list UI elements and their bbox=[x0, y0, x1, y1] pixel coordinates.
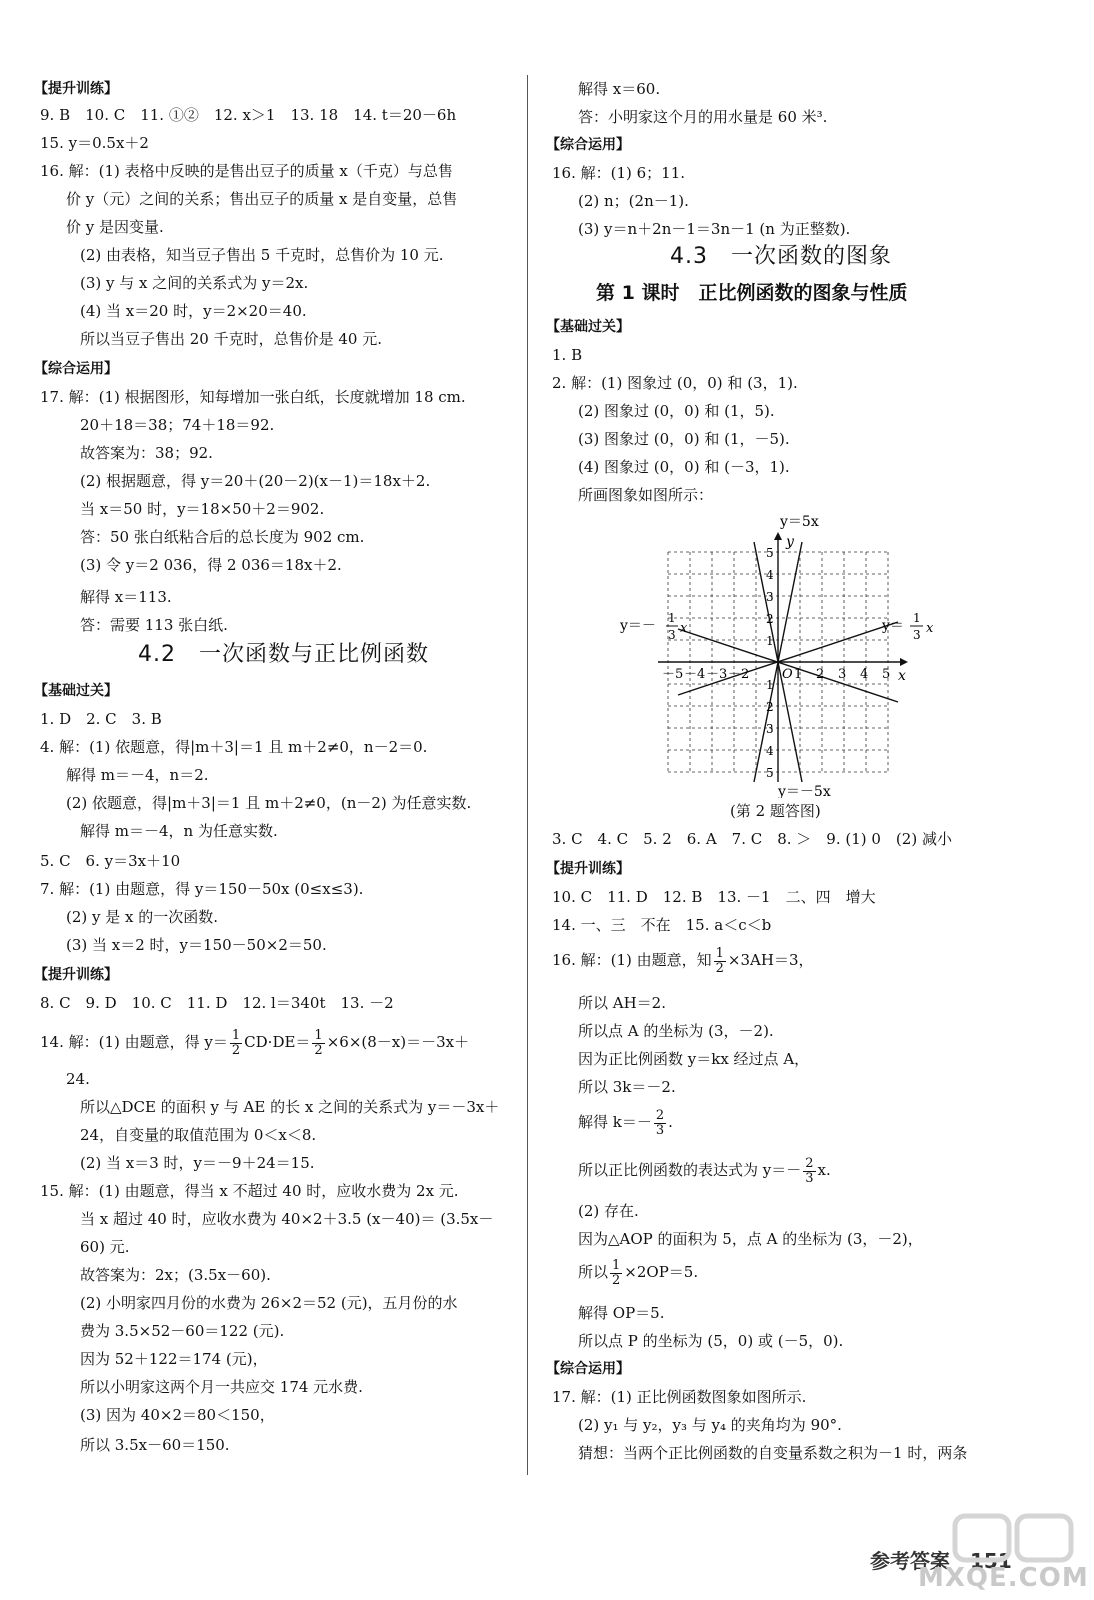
y-tick-label: 4 bbox=[766, 744, 774, 758]
answer-line: 15. 解：(1) 由题意，得当 x 不超过 40 时，应收水费为 2x 元. bbox=[40, 1182, 459, 1200]
label-y-5x: y＝5x bbox=[780, 514, 819, 530]
answer-line: 20＋18＝38；74＋18＝92. bbox=[80, 416, 275, 434]
answer-text: x. bbox=[817, 1161, 831, 1179]
answer-line: 故答案为：38；92. bbox=[80, 444, 213, 462]
answer-line: 所以△DCE 的面积 y 与 AE 的长 x 之间的关系式为 y＝－3x＋ bbox=[80, 1098, 500, 1116]
answer-text: ×3AH＝3， bbox=[727, 951, 814, 969]
answer-line: 7. 解：(1) 由题意，得 y＝150－50x (0≤x≤3). bbox=[40, 880, 364, 898]
answer-line: 1. D 2. C 3. B bbox=[40, 710, 162, 728]
section-header: 【基础过关】 bbox=[546, 319, 630, 335]
answer-line: 16. 解：(1) 表格中反映的是售出豆子的质量 x（千克）与总售 bbox=[40, 162, 453, 180]
x-tick-label: －3 bbox=[706, 667, 728, 682]
origin-label: O bbox=[782, 667, 793, 682]
answer-line: (2) 由表格，知当豆子售出 5 千克时，总售价为 10 元. bbox=[80, 246, 444, 264]
fraction-denominator: 3 bbox=[655, 1122, 665, 1138]
watermark-text: MXQE.COM bbox=[918, 1563, 1089, 1593]
label-y-third-x-var: x bbox=[926, 621, 934, 636]
answer-line: (3) 令 y＝2 036，得 2 036＝18x＋2. bbox=[80, 556, 342, 574]
answer-line: (2) y 是 x 的一次函数. bbox=[66, 908, 219, 926]
answer-line: 猜想：当两个正比例函数的自变量系数之积为－1 时，两条 bbox=[578, 1444, 968, 1462]
fraction-denominator: 2 bbox=[314, 1042, 323, 1058]
answer-line: 故答案为：2x；(3.5x－60). bbox=[80, 1266, 271, 1284]
answer-line: 当 x 超过 40 时，应收水费为 40×2＋3.5 (x－40)＝ (3.5x－ bbox=[80, 1210, 494, 1228]
answer-line: (3) 图象过 (0，0) 和 (1，－5). bbox=[578, 430, 790, 448]
fraction bbox=[803, 1157, 815, 1186]
x-tick-label: 1 bbox=[794, 667, 803, 682]
fraction-numerator: 1 bbox=[715, 945, 724, 961]
x-tick-label: 5 bbox=[882, 667, 891, 682]
y-axis-label: y bbox=[786, 534, 794, 550]
answer-text: ×6×(8－x)＝－3x＋ bbox=[326, 1033, 470, 1051]
fraction-numerator: 1 bbox=[231, 1027, 241, 1043]
answer-text: 14. 解：(1) 由题意，得 y＝ bbox=[40, 1033, 228, 1051]
section-title-4-2: 4.2 一次函数与正比例函数 bbox=[138, 642, 429, 667]
fraction-denominator: 2 bbox=[612, 1272, 621, 1288]
page-footer: 参考答案 151 bbox=[870, 1549, 1012, 1573]
answer-line: 5. C 6. y＝3x＋10 bbox=[40, 852, 181, 870]
answer-line: 4. 解：(1) 依题意，得|m＋3|＝1 且 m＋2≠0，n－2＝0. bbox=[40, 738, 428, 756]
answer-line: (2) n；(2n－1). bbox=[578, 192, 689, 210]
answer-line: (2) 小明家四月份的水费为 26×2＝52 (元)，五月份的水 bbox=[80, 1294, 458, 1312]
answer-line: 8. C 9. D 10. C 11. D 12. l＝340t 13. －2 bbox=[40, 994, 394, 1012]
section-header: 【提升训练】 bbox=[546, 861, 630, 877]
answer-line: 解得 m＝－4，n 为任意实数. bbox=[80, 822, 278, 840]
fraction-numerator: 2 bbox=[805, 1155, 814, 1171]
answer-line: 解得 x＝60. bbox=[578, 80, 661, 98]
section-header: 【提升训练】 bbox=[34, 967, 118, 983]
y-tick-label: 3 bbox=[766, 722, 774, 736]
section-header: 【综合运用】 bbox=[546, 137, 630, 153]
x-axis-arrow bbox=[900, 658, 908, 666]
answer-line: 60) 元. bbox=[80, 1238, 130, 1256]
label-y-neg-5x: y＝－5x bbox=[778, 784, 831, 798]
x-tick-label: －2 bbox=[728, 667, 750, 682]
answer-line: (2) 存在. bbox=[578, 1202, 639, 1220]
proportional-function-graph bbox=[610, 508, 970, 798]
fraction bbox=[714, 947, 726, 976]
answer-line: 答：50 张白纸粘合后的总长度为 902 cm. bbox=[80, 528, 365, 546]
answer-line: 价 y 是因变量. bbox=[66, 218, 164, 236]
answer-line: 答：需要 113 张白纸. bbox=[80, 616, 228, 634]
answer-line: 17. 解：(1) 根据图形，知每增加一张白纸，长度就增加 18 cm. bbox=[40, 388, 466, 406]
answer-line: 16. 解：(1) 6；11. bbox=[552, 164, 686, 182]
label-y-third-x-den: 3 bbox=[913, 628, 921, 642]
y-tick-label: 2 bbox=[766, 700, 774, 714]
section-header: 【综合运用】 bbox=[34, 361, 118, 377]
section-header: 【提升训练】 bbox=[34, 81, 118, 97]
fraction-numerator: 1 bbox=[314, 1027, 323, 1043]
answer-line: 2. 解：(1) 图象过 (0，0) 和 (3，1). bbox=[552, 374, 798, 392]
answer-line: 当 x＝50 时，y＝18×50＋2＝902. bbox=[80, 500, 325, 518]
answer-line: (2) 根据题意，得 y＝20＋(20－2)(x－1)＝18x＋2. bbox=[80, 472, 431, 490]
label-y-neg-third-x-var: x bbox=[680, 621, 688, 636]
answer-line: (2) 当 x＝3 时，y＝－9＋24＝15. bbox=[80, 1154, 315, 1172]
y-tick-label: 1 bbox=[766, 634, 774, 648]
label-y-third-x-prefix: y＝ bbox=[882, 618, 904, 634]
fraction-numerator: 2 bbox=[655, 1107, 665, 1123]
x-tick-label: －4 bbox=[684, 667, 706, 682]
answer-line: 所以 AH＝2. bbox=[578, 994, 666, 1012]
answer-text: 解得 k＝－ bbox=[578, 1113, 652, 1131]
answer-line: 3. C 4. C 5. 2 6. A 7. C 8. ＞ 9. (1) 0 (2) 减小 bbox=[552, 830, 952, 848]
answer-line: 24，自变量的取值范围为 0＜x＜8. bbox=[80, 1126, 317, 1144]
x-tick-label: 2 bbox=[816, 667, 825, 682]
answer-line-fraction bbox=[578, 1252, 698, 1292]
answer-line: 所画图象如图所示： bbox=[578, 486, 714, 504]
section-title-4-3: 4.3 一次函数的图象 bbox=[670, 244, 892, 269]
answer-line: 17. 解：(1) 正比例函数图象如图所示. bbox=[552, 1388, 807, 1406]
y-tick-label: 3 bbox=[766, 590, 774, 604]
answer-line: 15. y＝0.5x＋2 bbox=[40, 134, 149, 152]
answer-line: (4) 图象过 (0，0) 和 (－3，1). bbox=[578, 458, 790, 476]
answer-line: 解得 x＝113. bbox=[80, 588, 172, 606]
fraction-denominator: 2 bbox=[715, 960, 724, 976]
answer-line: 因为△AOP 的面积为 5，点 A 的坐标为 (3，－2)， bbox=[578, 1230, 923, 1248]
answer-line: 所以小明家这两个月一共应交 174 元水费. bbox=[80, 1378, 363, 1396]
x-tick-label: 4 bbox=[860, 667, 869, 682]
answer-line-fraction bbox=[552, 940, 814, 980]
fraction bbox=[312, 1029, 324, 1058]
answer-line: 答：小明家这个月的用水量是 60 米³. bbox=[578, 108, 828, 126]
answer-line: (3) y＝n＋2n－1＝3n－1 (n 为正整数). bbox=[578, 220, 851, 238]
label-y-neg-third-x-num: 1 bbox=[668, 611, 676, 625]
fraction bbox=[654, 1109, 666, 1138]
section-header: 【综合运用】 bbox=[546, 1361, 630, 1377]
fraction-denominator: 2 bbox=[231, 1042, 241, 1058]
x-tick-label: －5 bbox=[662, 667, 684, 682]
fraction-numerator: 1 bbox=[612, 1257, 621, 1273]
lesson-subtitle: 第 1 课时 正比例函数的图象与性质 bbox=[596, 282, 908, 304]
y-tick-label: 5 bbox=[766, 546, 774, 560]
column-divider bbox=[527, 75, 528, 1475]
answer-line: 解得 m＝－4，n＝2. bbox=[66, 766, 209, 784]
answer-line: 1. B bbox=[552, 346, 583, 364]
answer-line-fraction bbox=[40, 1022, 469, 1062]
watermark-box bbox=[1017, 1516, 1071, 1560]
answer-line: 价 y（元）之间的关系；售出豆子的质量 x 是自变量，总售 bbox=[66, 190, 458, 208]
answer-text: CD·DE＝ bbox=[244, 1033, 311, 1051]
fraction-denominator: 3 bbox=[805, 1170, 814, 1186]
answer-line: 14. 一、三 不在 15. a＜c＜b bbox=[552, 916, 772, 934]
answer-line: (2) 依题意，得|m＋3|＝1 且 m＋2≠0，(n－2) 为任意实数. bbox=[66, 794, 472, 812]
label-y-neg-third-x-den: 3 bbox=[668, 628, 676, 642]
answer-line: (3) y 与 x 之间的关系式为 y＝2x. bbox=[80, 274, 309, 292]
answer-line: (4) 当 x＝20 时，y＝2×20＝40. bbox=[80, 302, 307, 320]
answer-line: 10. C 11. D 12. B 13. －1 二、四 增大 bbox=[552, 888, 876, 906]
y-tick-label: 4 bbox=[766, 568, 774, 582]
watermark-box bbox=[955, 1516, 1009, 1560]
answer-line: 费为 3.5×52－60＝122 (元). bbox=[80, 1322, 285, 1340]
answer-line: 9. B 10. C 11. ①② 12. x＞1 13. 18 14. t＝20－6h bbox=[40, 106, 457, 124]
y-tick-label: 1 bbox=[766, 678, 774, 692]
label-y-third-x-num: 1 bbox=[913, 611, 921, 625]
y-axis-arrow bbox=[774, 532, 782, 540]
x-tick-label: 3 bbox=[838, 667, 847, 682]
answer-line: 所以 3k＝－2. bbox=[578, 1078, 676, 1096]
answer-text: 所以正比例函数的表达式为 y＝－ bbox=[578, 1161, 802, 1179]
answer-line: 所以 3.5x－60＝150. bbox=[80, 1436, 230, 1454]
answer-line: (2) y₁ 与 y₂，y₃ 与 y₄ 的夹角均为 90°. bbox=[578, 1416, 842, 1434]
answer-line: 24. bbox=[66, 1070, 90, 1088]
y-tick-label: 5 bbox=[766, 766, 774, 780]
answer-line-fraction bbox=[578, 1150, 831, 1190]
answer-line: 解得 OP＝5. bbox=[578, 1304, 665, 1322]
figure-caption: (第 2 题答图) bbox=[730, 802, 821, 820]
answer-line: 所以当豆子售出 20 千克时，总售价是 40 元. bbox=[80, 330, 383, 348]
answer-line: (3) 当 x＝2 时，y＝150－50×2＝50. bbox=[66, 936, 327, 954]
answer-line: (2) 图象过 (0，0) 和 (1，5). bbox=[578, 402, 775, 420]
x-axis-label: x bbox=[898, 668, 906, 684]
fraction bbox=[610, 1259, 622, 1288]
answer-text: ×2OP＝5. bbox=[624, 1263, 699, 1281]
graph-axes bbox=[658, 532, 908, 782]
answer-text: . bbox=[668, 1113, 673, 1131]
answer-text: 所以 bbox=[578, 1263, 609, 1281]
answer-line-fraction bbox=[578, 1102, 673, 1142]
answer-line: 因为 52＋122＝174 (元)， bbox=[80, 1350, 268, 1368]
answer-line: 所以点 A 的坐标为 (3，－2). bbox=[578, 1022, 774, 1040]
answer-line: 因为正比例函数 y＝kx 经过点 A， bbox=[578, 1050, 810, 1068]
answer-text: 16. 解：(1) 由题意，知 bbox=[552, 951, 712, 969]
section-header: 【基础过关】 bbox=[34, 683, 118, 699]
fraction bbox=[230, 1029, 242, 1058]
answer-line: (3) 因为 40×2＝80＜150， bbox=[80, 1406, 275, 1424]
answer-line: 所以点 P 的坐标为 (5，0) 或 (－5，0). bbox=[578, 1332, 844, 1350]
label-y-neg-third-x-prefix: y＝－ bbox=[620, 618, 656, 634]
y-tick-label: 2 bbox=[766, 612, 774, 626]
